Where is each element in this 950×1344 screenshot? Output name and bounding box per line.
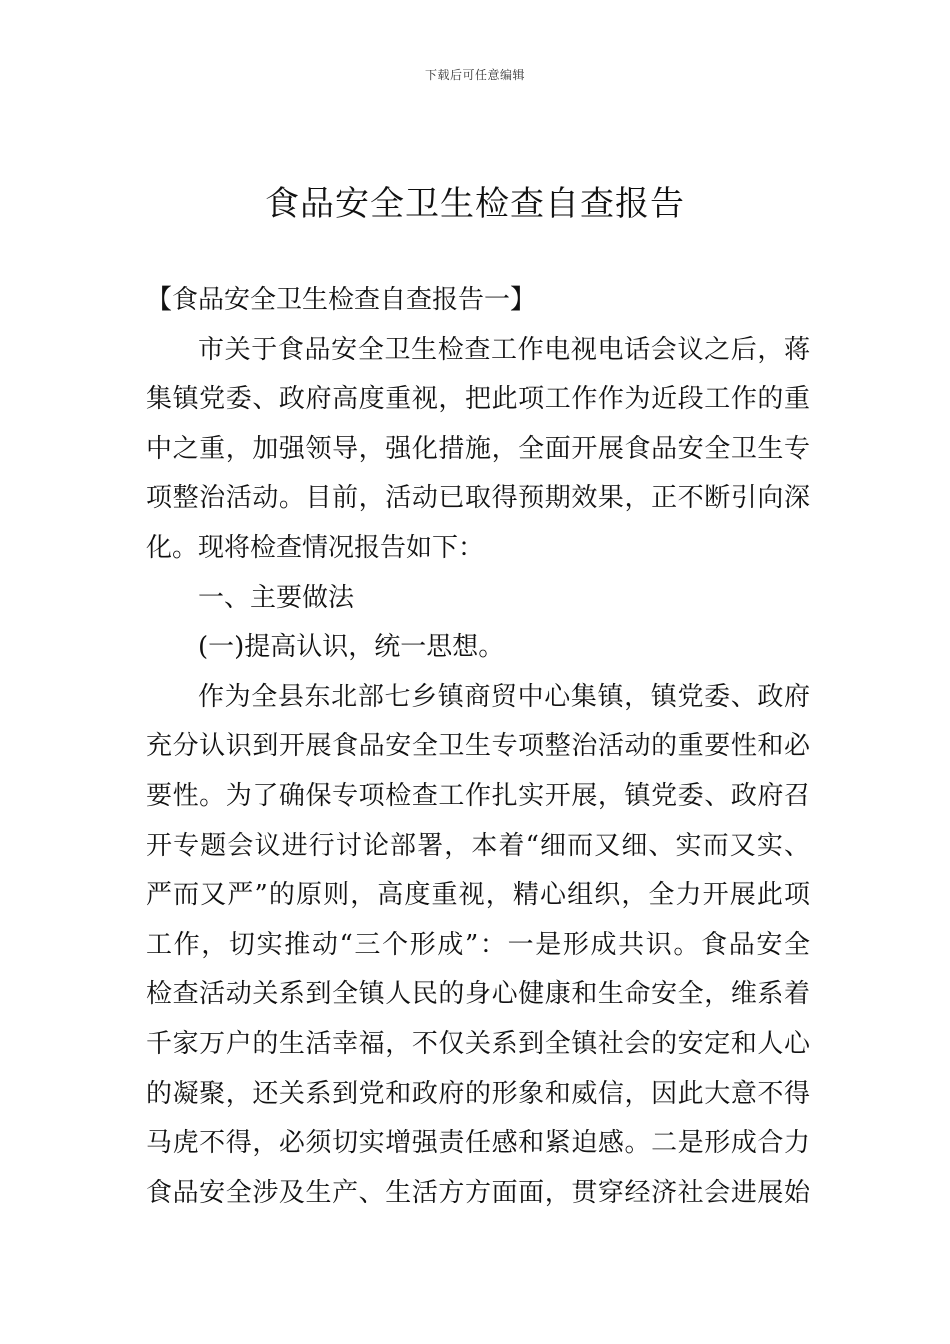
paragraph-line: 的凝聚，还关系到党和政府的形象和威信，因此大意不得 xyxy=(146,1078,810,1109)
section-heading: 【食品安全卫生检查自查报告一】 xyxy=(146,285,537,315)
paragraph-line: 严而又严”的原则，高度重视，精心组织，全力开展此项 xyxy=(146,880,810,911)
paragraph-line: 开专题会议进行讨论部署，本着“细而又细、实而又实、 xyxy=(146,830,810,861)
paragraph-line: 马虎不得，必须切实增强责任感和紧迫感。二是形成合力 xyxy=(146,1128,810,1159)
paragraph-line: 食品安全涉及生产、生活方方面面，贯穿经济社会进展始 xyxy=(146,1177,810,1208)
document-body xyxy=(146,276,810,1218)
subheading-line: 一、主要做法 xyxy=(198,582,355,613)
header-note: 下载后可任意编辑 xyxy=(424,68,525,82)
paragraph-line: 千家万户的生活幸福，不仅关系到全镇社会的安定和人心 xyxy=(146,1028,810,1059)
paragraph-line: 中之重，加强领导，强化措施，全面开展食品安全卫生专 xyxy=(146,433,810,464)
paragraph-line: 充分认识到开展食品安全卫生专项整治活动的重要性和必 xyxy=(146,731,810,762)
paragraph-line: 工作，切实推动“三个形成”：一是形成共识。食品安全 xyxy=(146,929,810,960)
paragraph-line: 化。现将检查情况报告如下： xyxy=(146,532,485,563)
subheading-line: (一)提高认识，统一思想。 xyxy=(198,632,505,663)
paragraph-line: 要性。为了确保专项检查工作扎实开展，镇党委、政府召 xyxy=(146,780,810,811)
paragraph-line: 检查活动关系到全镇人民的身心健康和生命安全，维系着 xyxy=(146,979,810,1010)
paragraph-line: 作为全县东北部七乡镇商贸中心集镇，镇党委、政府 xyxy=(198,681,810,712)
paragraph-line: 项整治活动。目前，活动已取得预期效果，正不断引向深 xyxy=(146,483,810,514)
document-title: 食品安全卫生检查自查报告 xyxy=(265,184,685,224)
paragraph-line: 市关于食品安全卫生检查工作电视电话会议之后，蒋 xyxy=(198,334,810,365)
paragraph-line: 集镇党委、政府高度重视，把此项工作作为近段工作的重 xyxy=(146,384,810,415)
